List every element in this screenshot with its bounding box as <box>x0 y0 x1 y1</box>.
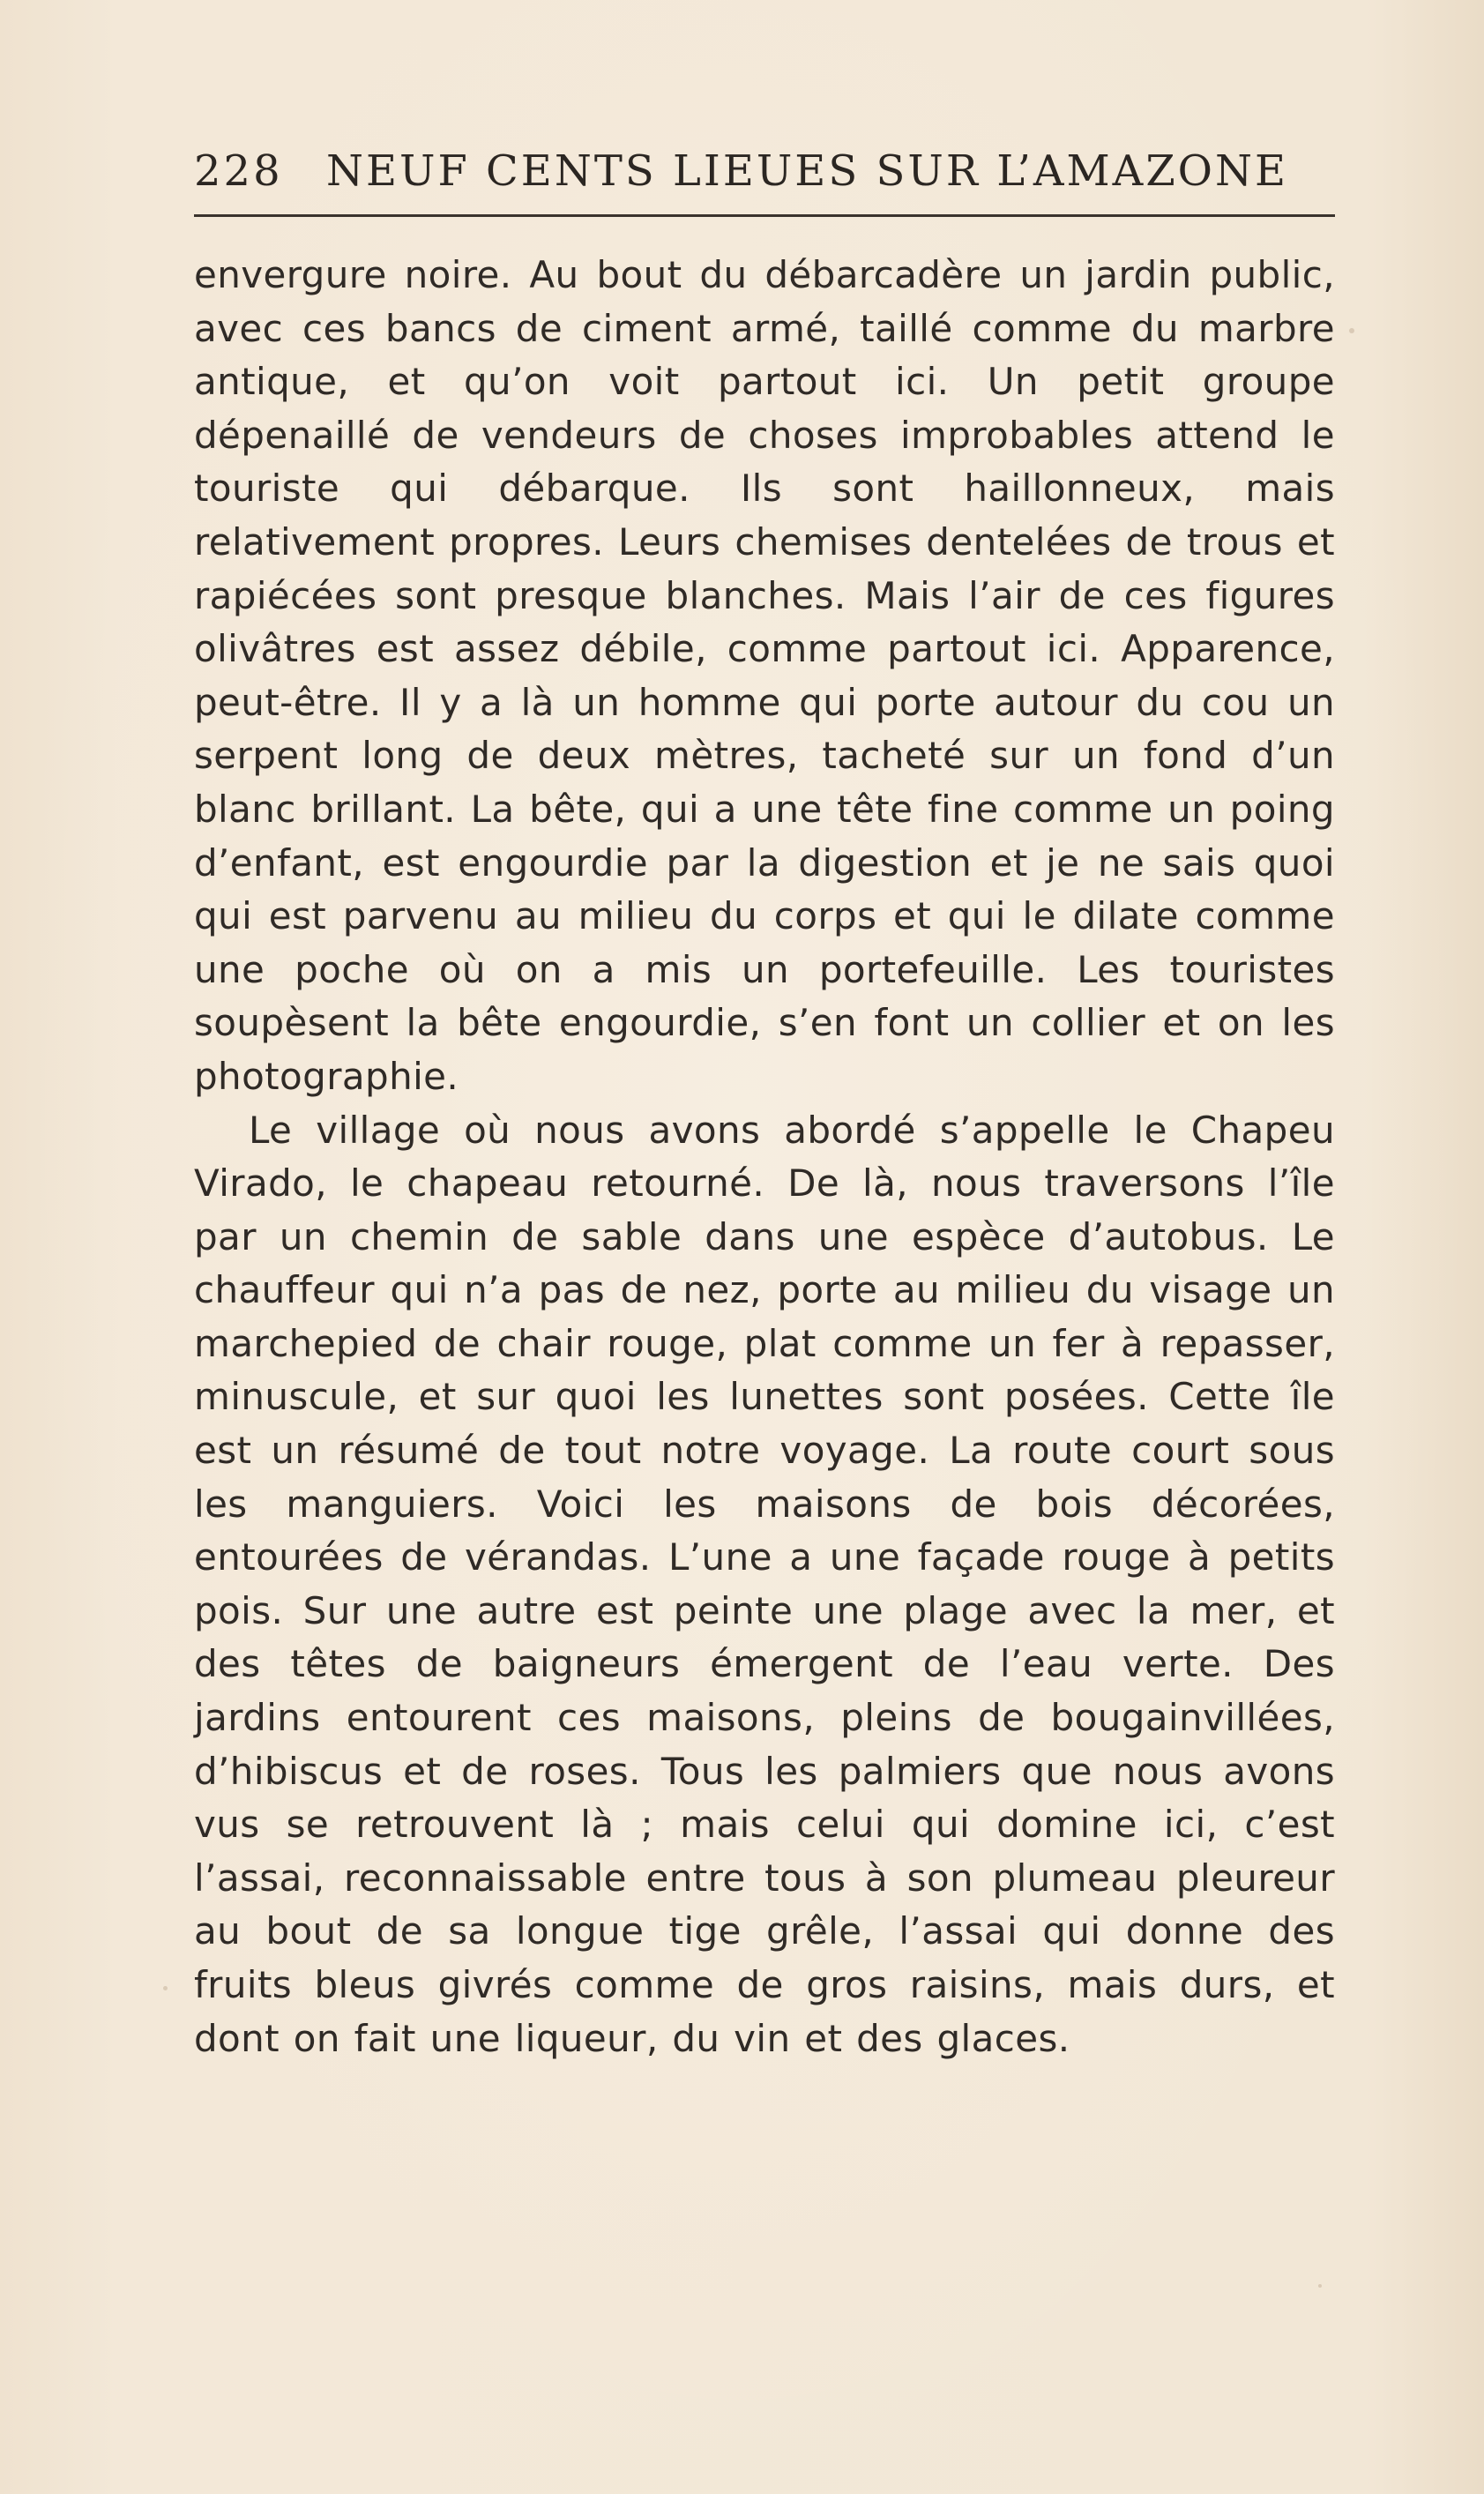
body-text <box>194 249 1335 2065</box>
page-number: 228 <box>194 146 283 196</box>
header-rule <box>194 214 1335 217</box>
running-title: NEUF CENTS LIEUES SUR L’AMAZONE <box>326 146 1289 196</box>
page-header <box>194 139 1335 210</box>
paper-speck <box>1349 328 1354 333</box>
paper-speck <box>1318 2284 1322 2288</box>
paragraph-2: Le village où nous avons abordé s’appelle le Chapeu Virado, le chapeau retourné. De là, nous traversons l’île par un chemin de sable dans une espèce d’autobus. Le chauffeur qui n’a pas de nez, porte au milieu du visage un marchepied de chair rouge, plat comme un fer à repasser, minuscule, et sur quoi les lunettes sont posées. Cette île est un résumé de tout notre voyage. La route court sous les manguiers. Voici les maisons de bois décorées, entourées de vérandas. L’une a une façade rouge à petits pois. Sur une autre est peinte une plage avec la mer, et des têtes de baigneurs émergent de l’eau verte. Des jardins entourent ces maisons, pleins de bougainvillées, d’hibiscus et de roses. Tous les palmiers que nous avons vus se retrouvent là ; mais celui qui domine ici, c’est l’assai, reconnaissable entre tous à son plumeau pleureur au bout de sa longue tige grêle, l’assai qui donne des fruits bleus givrés comme de gros raisins, mais durs, et dont on fait une liqueur, du vin et des glaces. <box>194 1108 1335 2060</box>
paragraph-1: envergure noire. Au bout du débarcadère un jardin public, avec ces bancs de ciment armé, taillé comme du marbre antique, et qu’on voit partout ici. Un petit groupe dépenaillé de vendeurs de choses improbables attend le touriste qui débarque. Ils sont haillonneux, mais relativement propres. Leurs chemises dentelées de trous et rapiécées sont presque blanches. Mais l’air de ces figures olivâtres est assez débile, comme partout ici. Apparence, peut-être. Il y a là un homme qui porte autour du cou un serpent long de deux mètres, tacheté sur un fond d’un blanc brillant. La bête, qui a une tête fine comme un poing d’enfant, est engourdie par la digestion et je ne sais quoi qui est parvenu au milieu du corps et qui le dilate comme une poche où on a mis un portefeuille. Les touristes soupèsent la bête engourdie, s’en font un collier et on les photographie. <box>194 253 1335 1098</box>
paper-speck <box>163 1986 168 1990</box>
